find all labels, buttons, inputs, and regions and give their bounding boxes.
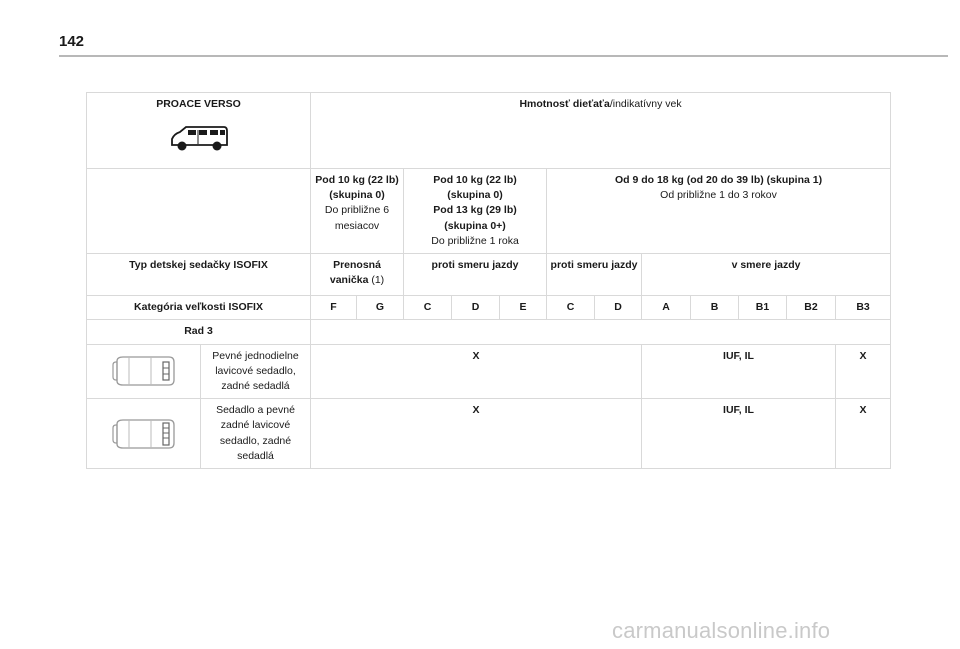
seat-icon-cell bbox=[87, 344, 201, 399]
type-row bbox=[87, 254, 891, 296]
seat-value: X bbox=[311, 344, 642, 399]
group-row bbox=[87, 169, 891, 254]
group-row-empty bbox=[87, 169, 311, 254]
weight-header-rest: /indikatívny vek bbox=[609, 98, 682, 110]
seat-value: X bbox=[836, 344, 891, 399]
header-row bbox=[87, 93, 891, 169]
seat-label: Pevné jednodielne lavicové sedadlo, zadné sedadlá bbox=[201, 344, 311, 399]
type-row-label: Typ detskej sedačky ISOFIX bbox=[87, 254, 311, 296]
size-row-label: Kategória veľkosti ISOFIX bbox=[87, 296, 311, 320]
size-class-cell: C bbox=[404, 296, 452, 320]
group-0plus-age: Do približne 1 roka bbox=[431, 234, 519, 247]
group-0-cell bbox=[311, 169, 404, 254]
vehicle-name: PROACE VERSO bbox=[156, 98, 241, 110]
size-class-cell: A bbox=[642, 296, 691, 320]
seat-value: X bbox=[311, 399, 642, 469]
size-class-cell: B3 bbox=[836, 296, 891, 320]
weight-header-cell bbox=[311, 93, 891, 169]
weight-header-bold: Hmotnosť dieťaťa bbox=[519, 98, 610, 110]
size-class-cell: B2 bbox=[787, 296, 836, 320]
row3-empty bbox=[311, 320, 891, 344]
row3-row bbox=[87, 320, 891, 344]
size-class-cell: E bbox=[500, 296, 547, 320]
seat-row bbox=[87, 344, 891, 399]
size-class-cell: D bbox=[595, 296, 642, 320]
seat-value: IUF, IL bbox=[642, 399, 836, 469]
watermark-text: carmanualsonline.info bbox=[612, 618, 831, 643]
header-rule bbox=[59, 55, 948, 57]
size-row bbox=[87, 296, 891, 320]
seat-icon-cell bbox=[87, 399, 201, 469]
bench-seat-icon bbox=[111, 353, 177, 389]
group-0plus-title: Pod 10 kg (22 lb) (skupina 0) Pod 13 kg (29 lb) (skupina 0+) bbox=[433, 174, 517, 232]
seat-value: X bbox=[836, 399, 891, 469]
group-0plus-cell bbox=[404, 169, 547, 254]
rear-facing-cell-2: proti smeru jazdy bbox=[547, 254, 642, 296]
carrycot-cell bbox=[311, 254, 404, 296]
size-class-cell: F bbox=[311, 296, 357, 320]
size-class-cell: B bbox=[691, 296, 739, 320]
group-1-age: Od približne 1 do 3 rokov bbox=[660, 189, 777, 202]
carrycot-note: (1) bbox=[368, 274, 385, 287]
forward-facing-cell: v smere jazdy bbox=[642, 254, 891, 296]
size-class-cell: B1 bbox=[739, 296, 787, 320]
size-class-cell: G bbox=[357, 296, 404, 320]
group-0-age: Do približne 6 mesiacov bbox=[324, 204, 390, 232]
split-seat-icon bbox=[111, 416, 177, 452]
seat-row bbox=[87, 399, 891, 469]
seat-label: Sedadlo a pevné zadné lavicové sedadlo, zadné sedadlá bbox=[201, 399, 311, 469]
group-0-title: Pod 10 kg (22 lb) (skupina 0) bbox=[315, 174, 399, 202]
page-number: 142 bbox=[59, 33, 85, 50]
seat-value: IUF, IL bbox=[642, 344, 836, 399]
van-icon bbox=[168, 124, 230, 154]
carrycot-label: Prenosná vanička bbox=[329, 259, 381, 287]
vehicle-cell bbox=[87, 93, 311, 169]
size-class-cell: C bbox=[547, 296, 595, 320]
row3-label: Rad 3 bbox=[87, 320, 311, 344]
rear-facing-cell-1: proti smeru jazdy bbox=[404, 254, 547, 296]
group-1-title: Od 9 do 18 kg (od 20 do 39 lb) (skupina 1) bbox=[614, 174, 823, 186]
size-class-cell: D bbox=[452, 296, 500, 320]
isofix-table bbox=[86, 92, 891, 469]
group-1-cell bbox=[547, 169, 891, 254]
